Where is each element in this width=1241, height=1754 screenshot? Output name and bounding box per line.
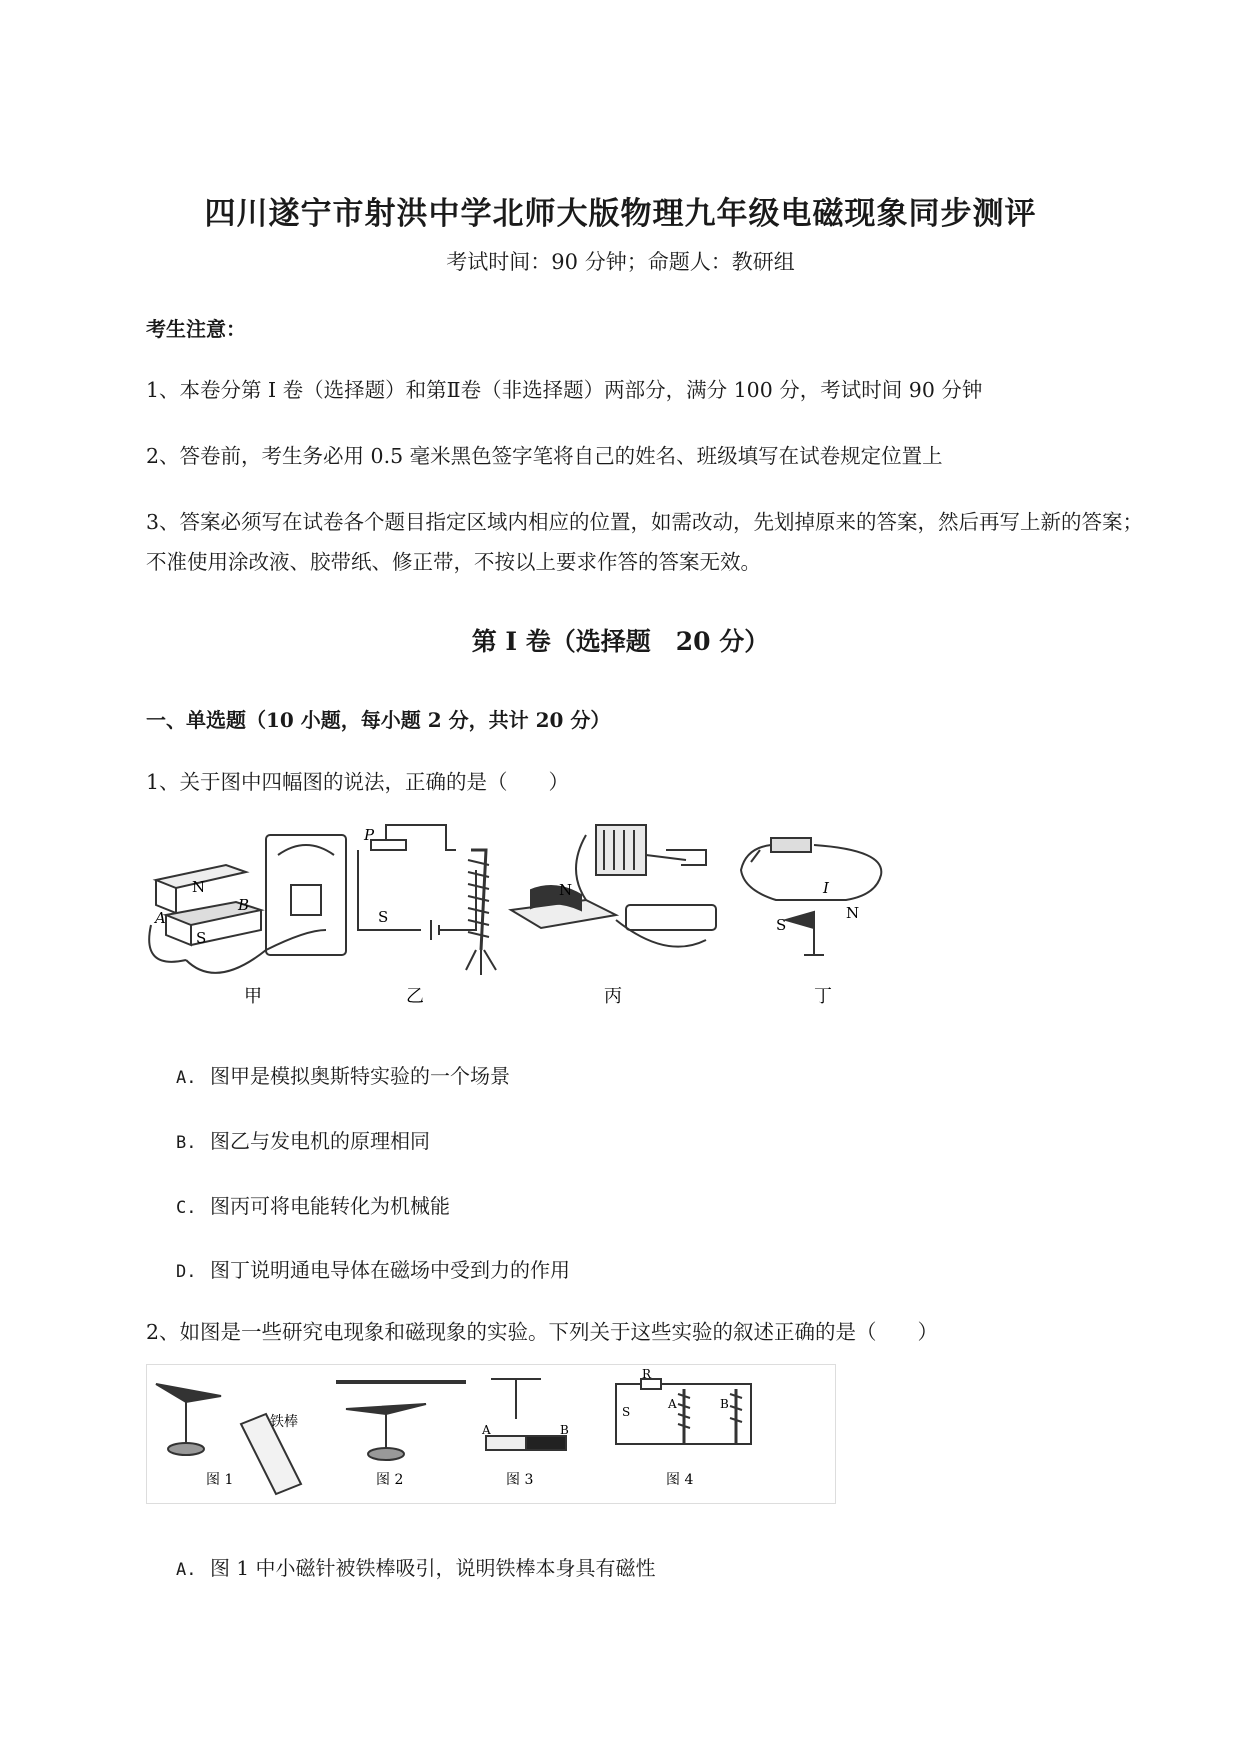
figure-3-b: B [560,1423,569,1437]
figure-label-yi: 乙 [406,986,424,1007]
figure-2 [336,1382,466,1460]
figure-label-jia: 甲 [244,986,262,1007]
note-item-1: 1、本卷分第 I 卷（选择题）和第Ⅱ卷（非选择题）两部分，满分 100 分，考试时间 90 分钟 [146,378,983,402]
figure-4-a: A [668,1397,677,1411]
figure-3-a: A [482,1423,491,1437]
figure-label-ding: 丁 [814,986,832,1007]
figure-ding-i: I [823,879,829,897]
notes-heading: 考生注意： [146,317,246,341]
q1-option-b: B. 图乙与发电机的原理相同 [176,1129,430,1153]
exam-info: 考试时间：90 分钟；命题人：教研组 [446,250,795,274]
figure-jia-a: A [155,909,166,927]
q1-option-d: D. 图丁说明通电导体在磁场中受到力的作用 [176,1258,570,1282]
q2-option-a: A. 图 1 中小磁针被铁棒吸引，说明铁棒本身具有磁性 [176,1556,656,1580]
figure-4 [616,1379,751,1444]
question-2-figure [146,1364,836,1504]
figure-yi-s: S [378,908,389,926]
question-2-stem: 2、如图是一些研究电现象和磁现象的实验。下列关于这些实验的叙述正确的是（ ） [146,1320,939,1344]
figure-label-3: 图 3 [506,1472,534,1488]
figure-4-b: B [720,1397,729,1411]
figure-1-iron-rod: 铁棒 [270,1414,298,1430]
figure-4-s: S [622,1405,631,1419]
note-item-2: 2、答卷前，考生务必用 0.5 毫米黑色签字笔将自己的姓名、班级填写在试卷规定位置上 [146,444,943,468]
figure-label-bing: 丙 [604,986,622,1007]
figure-ding-n: N [846,904,860,922]
figure-label-2: 图 2 [376,1472,404,1488]
figure-bing [511,825,716,947]
figure-jia-s: S [196,929,207,947]
figure-jia-n: N [192,878,206,896]
part-heading: 一、单选题（10 小题，每小题 2 分，共计 20 分） [146,708,611,732]
question-1-stem: 1、关于图中四幅图的说法，正确的是（ ） [146,770,570,794]
figure-yi-p: P [364,826,375,844]
question-1-figure [146,810,986,1015]
figure-bing-n: N [559,881,573,899]
section-title: 第 I 卷（选择题 20 分） [471,627,770,656]
figure-label-4: 图 4 [666,1472,694,1488]
figure-ding-s: S [776,916,787,934]
figure-yi [358,825,496,975]
figure-label-1: 图 1 [206,1472,234,1488]
figure-ding [741,838,881,955]
figure-3 [486,1379,566,1450]
note-item-3: 3、答案必须写在试卷各个题目指定区域内相应的位置，如需改动，先划掉原来的答案，然后再写上新的答案；不准使用涂改液、胶带纸、修正带，不按以上要求作答的答案无效。 [146,510,1144,574]
q1-option-c: C. 图丙可将电能转化为机械能 [176,1194,450,1218]
figure-jia-b: B [238,896,250,914]
figure-4-r: R [642,1367,652,1381]
page-title: 四川遂宁市射洪中学北师大版物理九年级电磁现象同步测评 [204,196,1037,232]
q1-option-a: A. 图甲是模拟奥斯特实验的一个场景 [176,1064,510,1088]
